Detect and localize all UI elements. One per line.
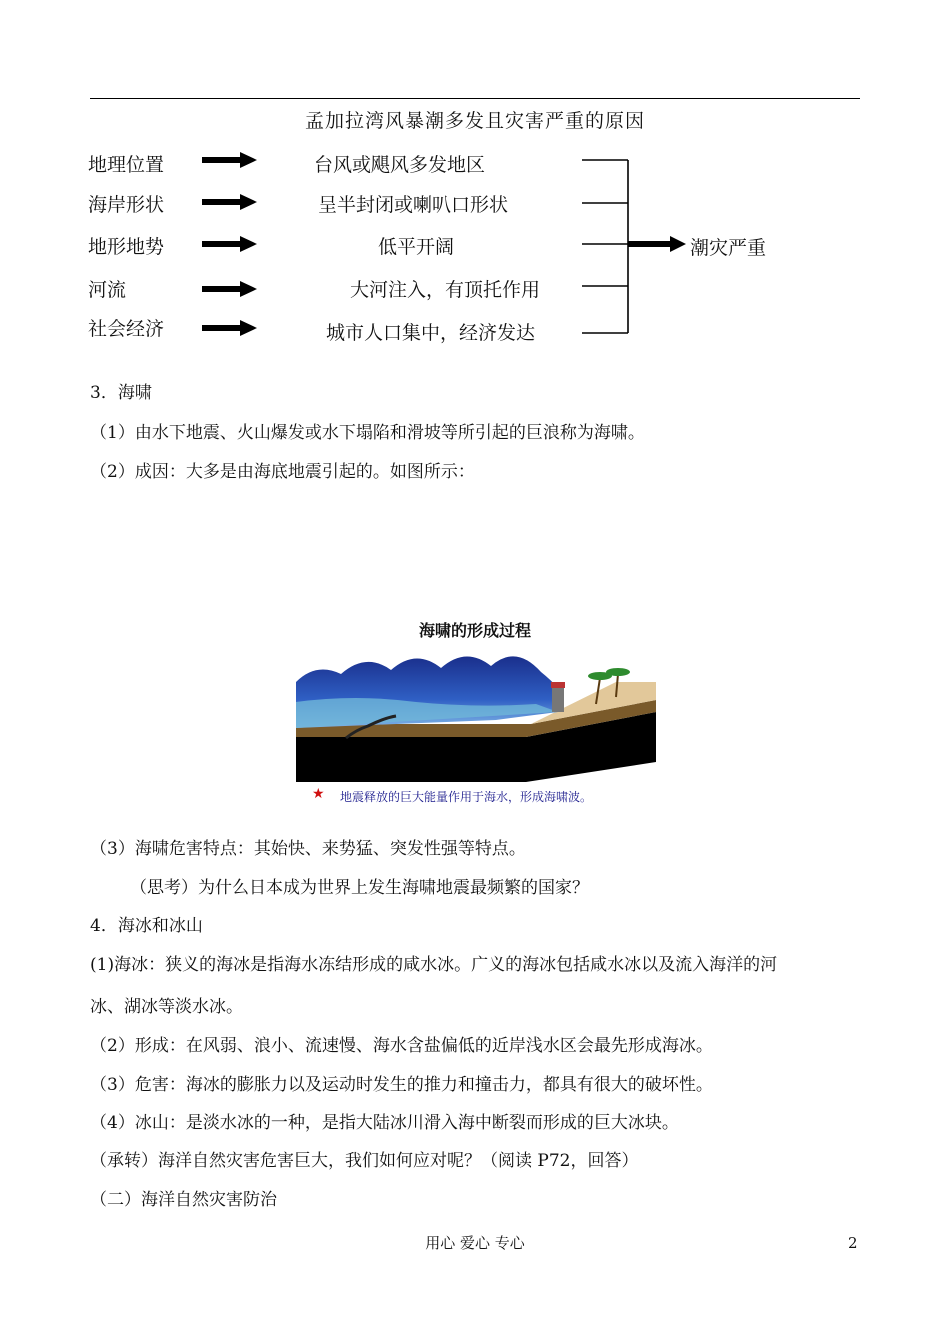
tsunami-figure-title: 海啸的形成过程 <box>418 621 531 640</box>
factor-label: 地理位置 <box>88 154 165 176</box>
factor-detail: 城市人口集中，经济发达 <box>326 322 536 344</box>
section-heading: 4．海冰和冰山 <box>90 916 203 936</box>
arrow-right-icon <box>202 192 257 212</box>
star-icon: ★ <box>312 786 325 802</box>
footer-motto: 用心 爱心 专心 <box>425 1234 525 1252</box>
top-rule <box>90 98 860 99</box>
arrow-right-icon <box>202 234 257 254</box>
factor-label: 地形地势 <box>88 236 165 258</box>
factor-label: 社会经济 <box>88 318 165 340</box>
subsection-heading: （二）海洋自然灾害防治 <box>90 1190 277 1210</box>
factor-detail: 大河注入，有顶托作用 <box>350 279 541 301</box>
arrow-right-icon <box>202 279 257 299</box>
paragraph: （2）形成：在风弱、浪小、流速慢、海水含盐偏低的近岸浅水区会最先形成海冰。 <box>90 1036 713 1056</box>
bracket-connector <box>578 150 688 340</box>
factor-detail: 低平开阔 <box>378 236 455 258</box>
section-heading: 3．海啸 <box>90 383 152 403</box>
paragraph: 冰、湖冰等淡水冰。 <box>90 997 243 1017</box>
paragraph: （4）冰山：是淡水冰的一种，是指大陆冰川滑入海中断裂而形成的巨大冰块。 <box>90 1113 679 1133</box>
arrow-right-icon <box>202 318 257 338</box>
page-number: 2 <box>848 1234 858 1252</box>
cause-diagram-title: 孟加拉湾风暴潮多发且灾害严重的原因 <box>304 110 645 132</box>
arrow-right-icon <box>628 236 686 252</box>
paragraph: (1)海冰：狭义的海冰是指海水冻结形成的咸水冰。广义的海冰包括咸水冰以及流入海洋的河 <box>90 955 778 975</box>
paragraph: （2）成因：大多是由海底地震引起的。如图所示： <box>90 462 475 482</box>
factor-detail: 台风或飓风多发地区 <box>314 154 486 176</box>
factor-detail: 呈半封闭或喇叭口形状 <box>318 194 509 216</box>
paragraph: （3）海啸危害特点：其始快、来势猛、突发性强等特点。 <box>90 839 526 859</box>
arrow-right-icon <box>202 150 257 170</box>
factor-label: 海岸形状 <box>88 194 165 216</box>
tsunami-illustration <box>296 642 656 782</box>
paragraph: （1）由水下地震、火山爆发或水下塌陷和滑坡等所引起的巨浪称为海啸。 <box>90 423 645 443</box>
paragraph: （思考）为什么日本成为世界上发生海啸地震最频繁的国家？ <box>130 878 589 898</box>
result-label: 潮灾严重 <box>690 237 767 259</box>
paragraph: （承转）海洋自然灾害危害巨大，我们如何应对呢？（阅读 P72，回答） <box>90 1151 639 1171</box>
factor-label: 河流 <box>88 279 127 301</box>
tsunami-figure-caption: 地震释放的巨大能量作用于海水，形成海啸波。 <box>340 790 593 804</box>
paragraph: （3）危害：海冰的膨胀力以及运动时发生的推力和撞击力，都具有很大的破坏性。 <box>90 1075 713 1095</box>
